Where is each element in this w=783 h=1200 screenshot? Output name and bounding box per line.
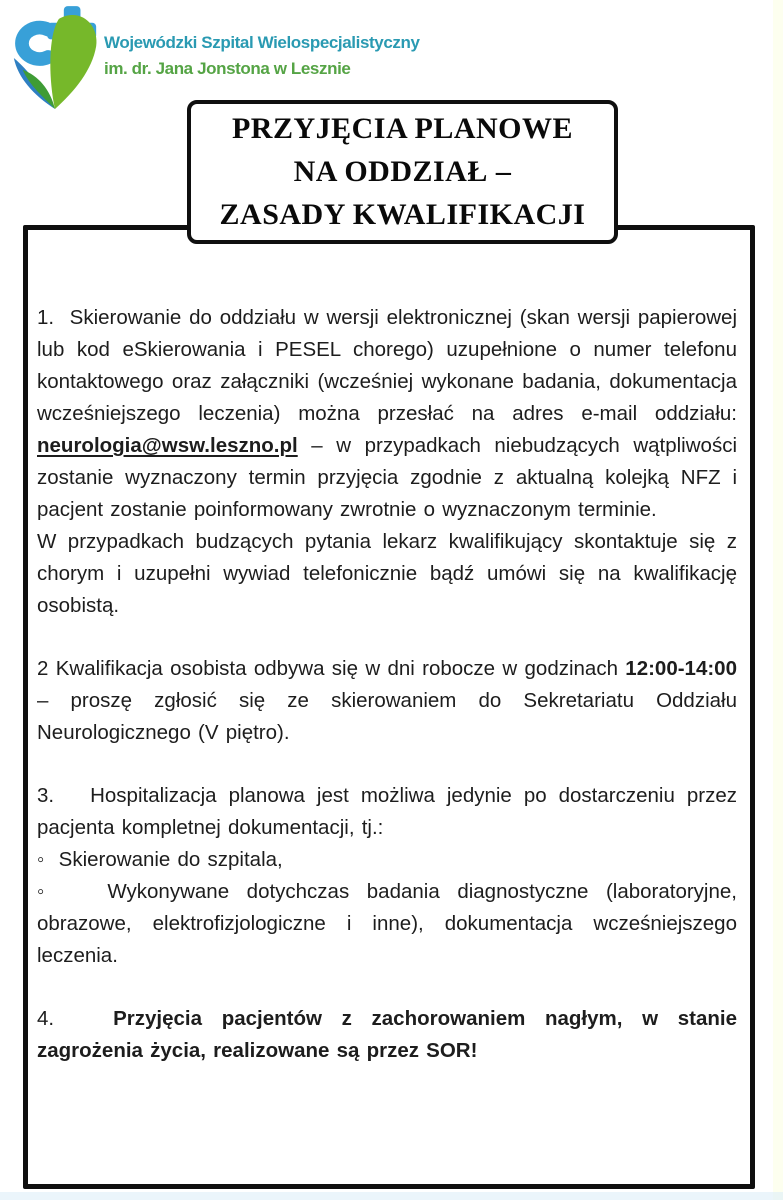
email-address: neurologia@wsw.leszno.pl bbox=[37, 434, 298, 457]
paragraph-1b: W przypadkach budzących pytania lekarz kwalifikujący skontaktuje się z chorym i uzupełni wywiad telefonicznie bądź umówi się na kwalifikację osobistą. bbox=[37, 530, 737, 617]
sor-warning: Przyjęcia pacjentów z zachorowaniem nagłym, w stanie zagrożenia życia, realizowane są przez SOR! bbox=[37, 1007, 737, 1062]
qualification-hours: 12:00-14:00 bbox=[625, 657, 737, 680]
paragraph-4: 4. Przyjęcia pacjentów z zachorowaniem nagłym, w stanie zagrożenia życia, realizowane są przez SOR! bbox=[37, 1007, 737, 1062]
title-box bbox=[187, 100, 618, 244]
organisation-name-line2: im. dr. Jana Jonstona w Lesznie bbox=[104, 59, 351, 78]
paragraph-2: 2 Kwalifikacja osobista odbywa się w dni robocze w godzinach 12:00-14:00 – proszę zgłosić się ze skierowaniem do Sekretariatu Oddziału Neurologicznego (V piętro). bbox=[37, 657, 737, 744]
scan-edge-right bbox=[773, 0, 783, 1200]
content-box bbox=[23, 225, 755, 1189]
page-title-line2: NA ODDZIAŁ – bbox=[293, 155, 512, 188]
paragraph-3-bullet-2: ◦ Wykonywane dotychczas badania diagnostyczne (laboratoryjne, obrazowe, elektrofizjologiczne i inne), dokumentacja wcześniejszego leczenia. bbox=[37, 880, 737, 967]
paragraph-3-bullet-1: ◦ Skierowanie do szpitala, bbox=[37, 848, 283, 871]
scan-edge-bottom bbox=[0, 1192, 783, 1200]
hospital-heart-cross-logo-icon bbox=[6, 2, 104, 116]
page-title-line3: ZASADY KWALIFIKACJI bbox=[219, 198, 586, 231]
organisation-name-line1: Wojewódzki Szpital Wielospecjalistyczny bbox=[104, 33, 420, 52]
paragraph-1a: 1. Skierowanie do oddziału w wersji elektronicznej (skan wersji papierowej lub kod eSkierowania i PESEL chorego) uzupełnione o numer telefonu kontaktowego oraz załączniki (wcześniej wykonane badania, dokumentacja wcześniejszego leczenia) można przesłać na adres e-mail oddziału: neurologia@wsw.leszno.pl – w przypadkach niebudzących wątpliwości zostanie wyznaczony termin przyjęcia zgodnie z aktualną kolejką NFZ i pacjent zostanie poinformowany zwrotnie o wyznaczonym terminie. bbox=[37, 306, 737, 521]
paragraph-3: 3. Hospitalizacja planowa jest możliwa jedynie po dostarczeniu przez pacjenta kompletnej dokumentacji, tj.: bbox=[37, 784, 737, 839]
organisation-name bbox=[104, 30, 420, 82]
body-paragraphs bbox=[28, 230, 750, 1067]
page-title-line1: PRZYJĘCIA PLANOWE bbox=[231, 112, 574, 145]
